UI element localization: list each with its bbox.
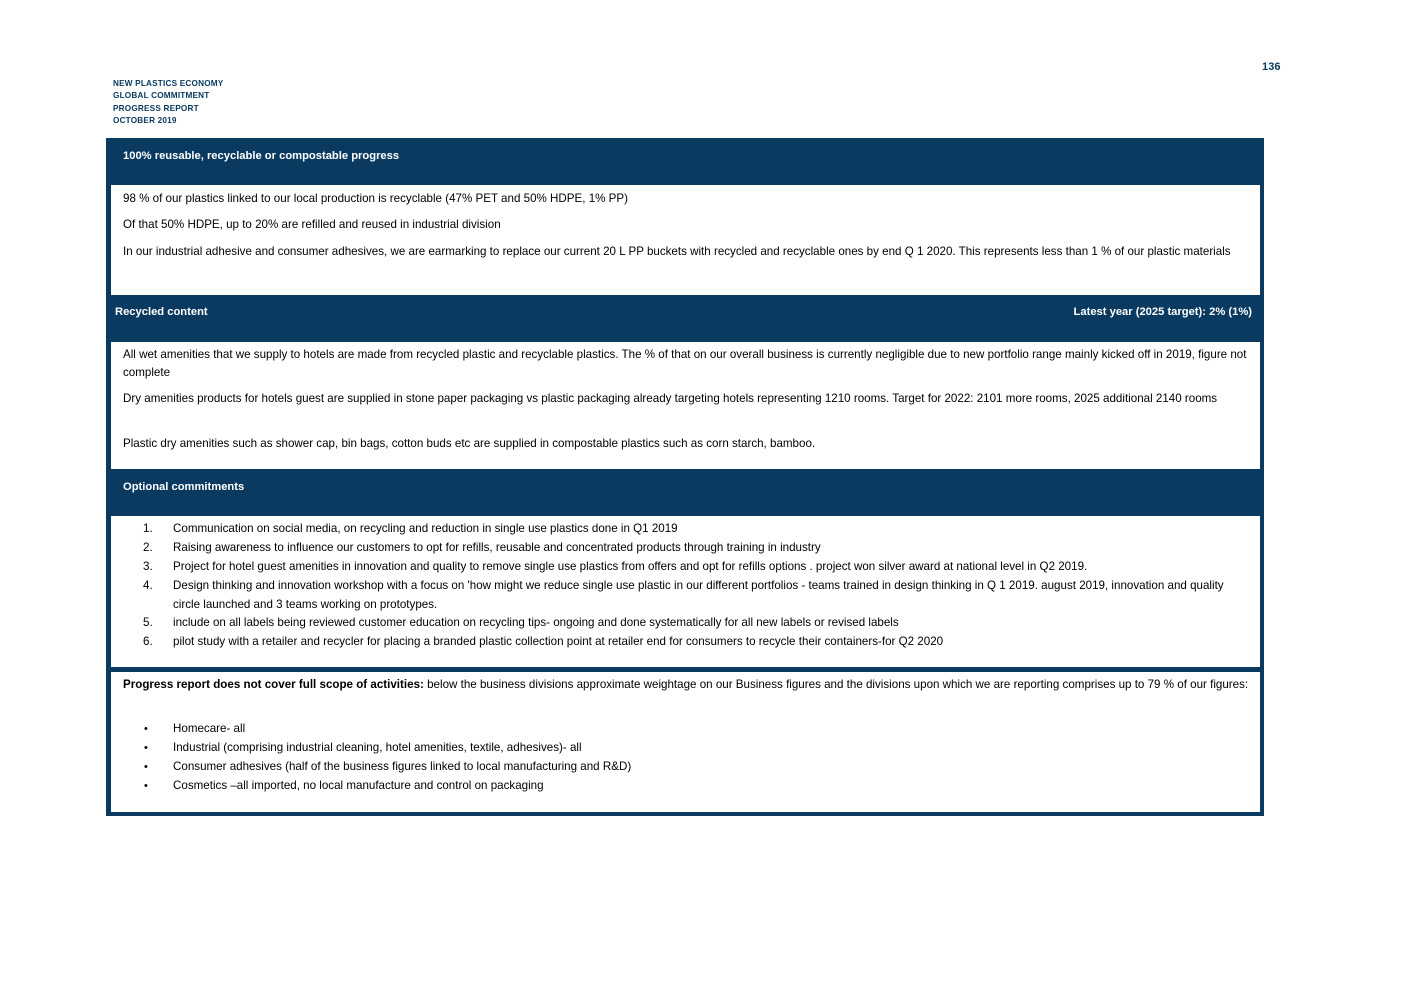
bullet-icon: •: [144, 780, 148, 792]
list-text: Consumer adhesives (half of the business figures linked to local manufacturing and R&D): [173, 760, 632, 773]
section-title: Recycled content: [115, 306, 208, 318]
paragraph: Plastic dry amenities such as shower cap, bin bags, cotton buds etc are supplied in compostable plastics such as corn starch, bamboo.: [123, 437, 816, 450]
list-number: 4.: [143, 579, 153, 592]
report-header: [113, 78, 223, 128]
list-text: Project for hotel guest amenities in innovation and quality to remove single use plastics from offers and opt for refills options . project won silver award at national level in Q2 2019.: [173, 560, 1088, 573]
list-text: Homecare- all: [173, 722, 246, 735]
section-header-optional: [106, 470, 1264, 515]
latest-year-value: Latest year (2025 target): 2% (1%): [1073, 306, 1252, 318]
list-number: 3.: [143, 560, 153, 573]
page-number: 136: [1262, 61, 1281, 73]
paragraph: 98 % of our plastics linked to our local production is recyclable (47% PET and 50% HDPE, 1% PP): [123, 192, 629, 205]
bullet-icon: •: [144, 742, 148, 754]
header-line: NEW PLASTICS ECONOMY: [113, 79, 224, 88]
paragraph: All wet amenities that we supply to hotels are made from recycled plastic and recyclable plastics. The % of that on our overall business is currently negligible due to new portfolio range mainly kicked off in 2019, figure not complete: [123, 348, 1247, 380]
header-line: GLOBAL COMMITMENT: [113, 91, 210, 101]
header-line: OCTOBER 2019: [113, 116, 177, 126]
list-number: 5.: [143, 616, 153, 629]
bullet-icon: •: [144, 761, 148, 773]
paragraph: Dry amenities products for hotels guest are supplied in stone paper packaging vs plastic packaging already targeting hotels representing 1210 rooms. Target for 2022: 2101 more rooms, 2025 additional 2140 rooms: [123, 392, 1218, 405]
header-line: PROGRESS REPORT: [113, 103, 199, 113]
list-text: Cosmetics –all imported, no local manufacture and control on packaging: [173, 779, 544, 792]
section-body-scope: [111, 672, 1260, 812]
section-body-reusable: [111, 185, 1260, 295]
section-header-reusable: [106, 138, 1264, 184]
section-body-optional: [111, 516, 1260, 667]
section-title: 100% reusable, recyclable or compostable progress: [123, 150, 400, 162]
paragraph: Of that 50% HDPE, up to 20% are refilled and reused in industrial division: [123, 218, 501, 231]
list-text: Industrial (comprising industrial cleaning, hotel amenities, textile, adhesives)- all: [173, 741, 582, 754]
list-text: Communication on social media, on recycling and reduction in single use plastics done in Q1 2019: [173, 522, 678, 535]
list-text: Design thinking and innovation workshop with a focus on 'how might we reduce single use plastic in our different portfolios - teams trained in design thinking in Q 1 2019. august 2019, innovation and quality circle launched and 3 teams working on prototypes.: [173, 579, 1224, 611]
scope-intro-bold: Progress report does not cover full scope of activities:: [123, 678, 424, 691]
list-number: 1.: [143, 522, 153, 535]
list-text: Raising awareness to influence our customers to opt for refills, reusable and concentrated products through training in industry: [173, 541, 821, 554]
list-number: 6.: [143, 635, 153, 648]
bullet-icon: •: [144, 723, 148, 735]
section-body-recycled: [111, 342, 1260, 469]
scope-intro-text: below the business divisions approximate weightage on our Business figures and the divisions upon which we are reporting comprises up to 79 % of our figures:: [423, 678, 1249, 691]
section-header-recycled: [106, 296, 1264, 341]
list-number: 2.: [143, 541, 153, 554]
list-text: pilot study with a retailer and recycler for placing a branded plastic collection point at retailer end for consumers to recycle their containers-for Q2 2020: [173, 635, 944, 648]
list-text: include on all labels being reviewed customer education on recycling tips- ongoing and done systematically for all new labels or revised labels: [173, 616, 899, 629]
section-title: Optional commitments: [123, 481, 245, 493]
scope-intro: [123, 676, 1250, 694]
paragraph: In our industrial adhesive and consumer adhesives, we are earmarking to replace our current 20 L PP buckets with recycled and recyclable ones by end Q 1 2020. This represents less than 1 % of our plastic materials: [123, 245, 1231, 258]
